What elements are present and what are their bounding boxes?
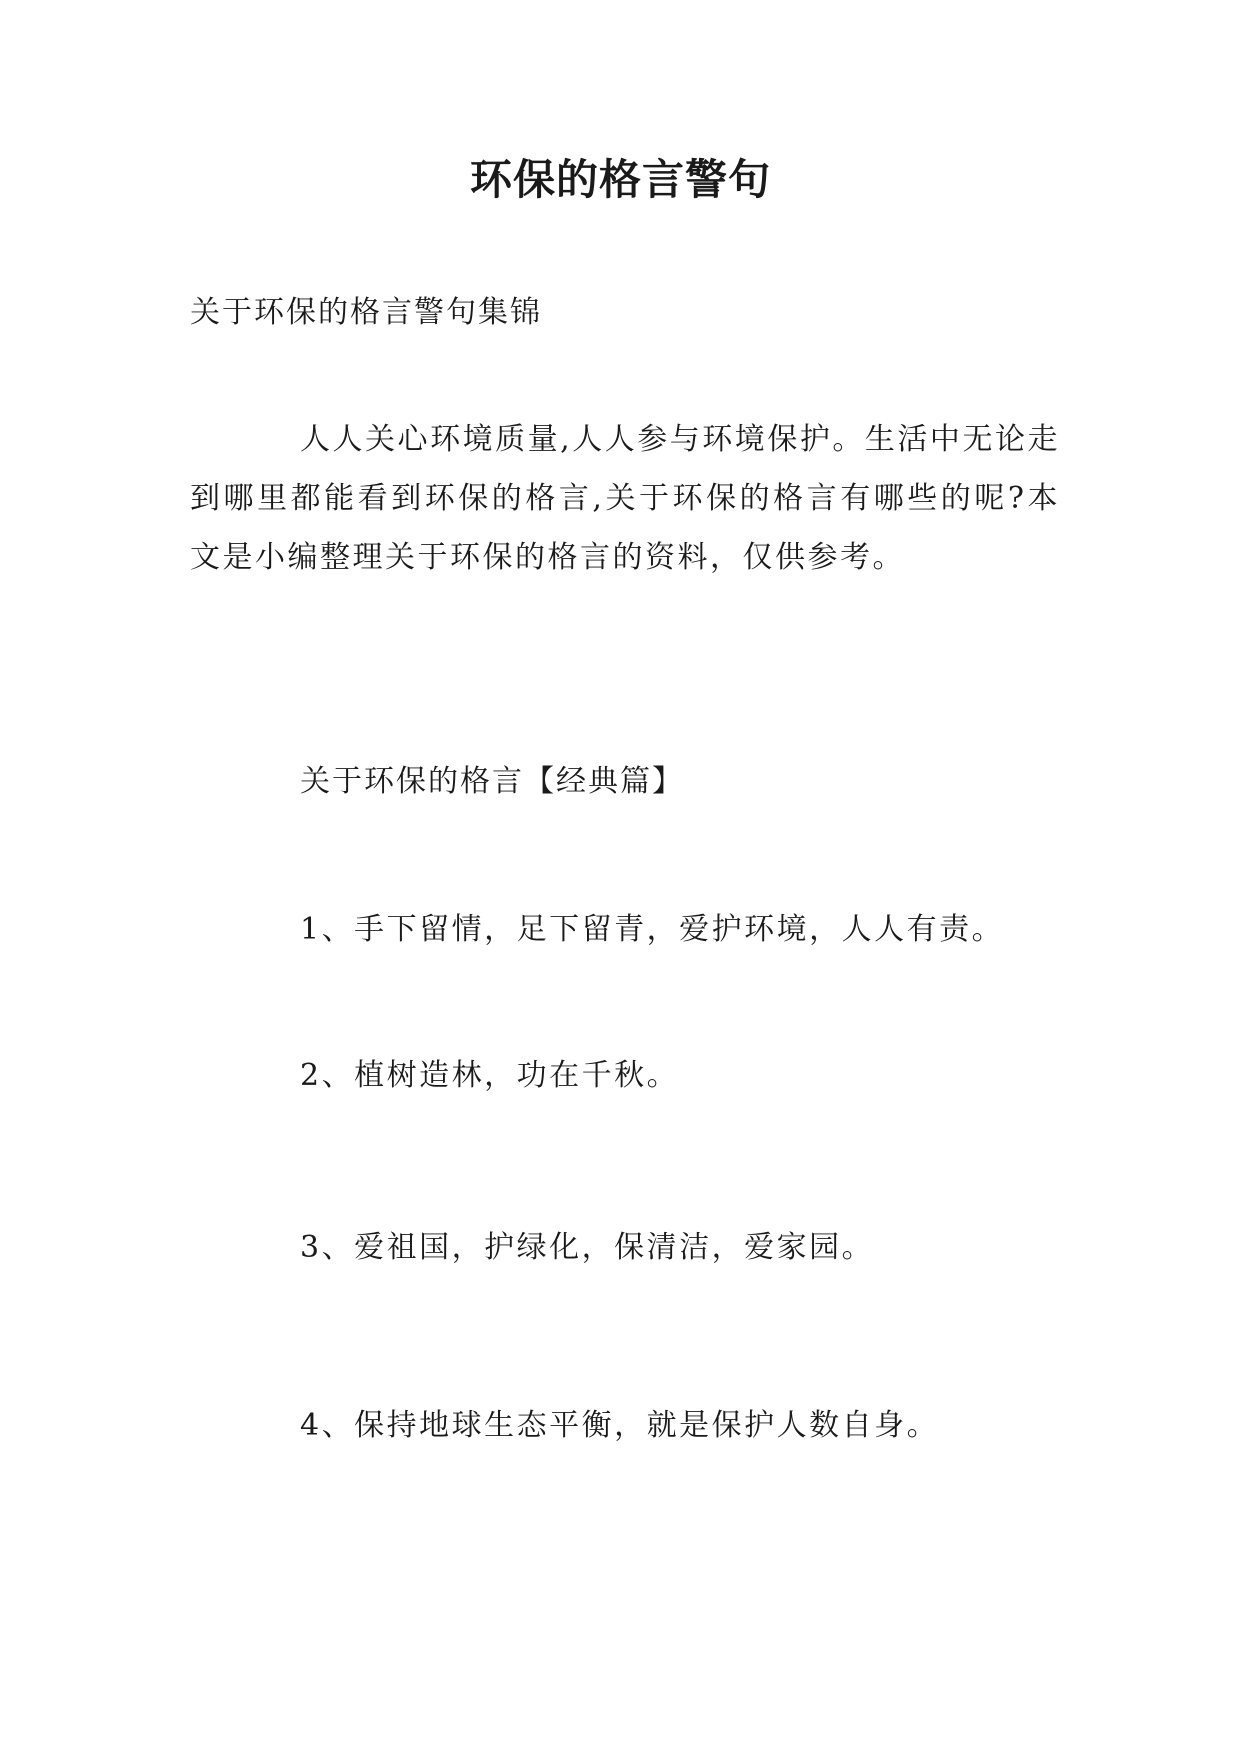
document-subtitle: 关于环保的格言警句集锦 [190,295,542,330]
quote-item: 1、手下留情，足下留青，爱护环境，人人有责。 [300,912,1005,947]
quote-item: 4、保持地球生态平衡，就是保护人数自身。 [300,1408,940,1443]
document-title: 环保的格言警句 [469,155,771,204]
section-heading: 关于环保的格言【经典篇】 [300,764,684,799]
intro-paragraph: 人人关心环境质量,人人参与环境保护。生活中无论走到哪里都能看到环保的格言,关于环保的格言有哪些的呢?本文是小编整理关于环保的格言的资料，仅供参考。 [190,422,1060,575]
quote-item: 2、植树造林，功在千秋。 [300,1058,680,1093]
quote-item: 3、爱祖国，护绿化，保清洁，爱家园。 [300,1230,875,1265]
